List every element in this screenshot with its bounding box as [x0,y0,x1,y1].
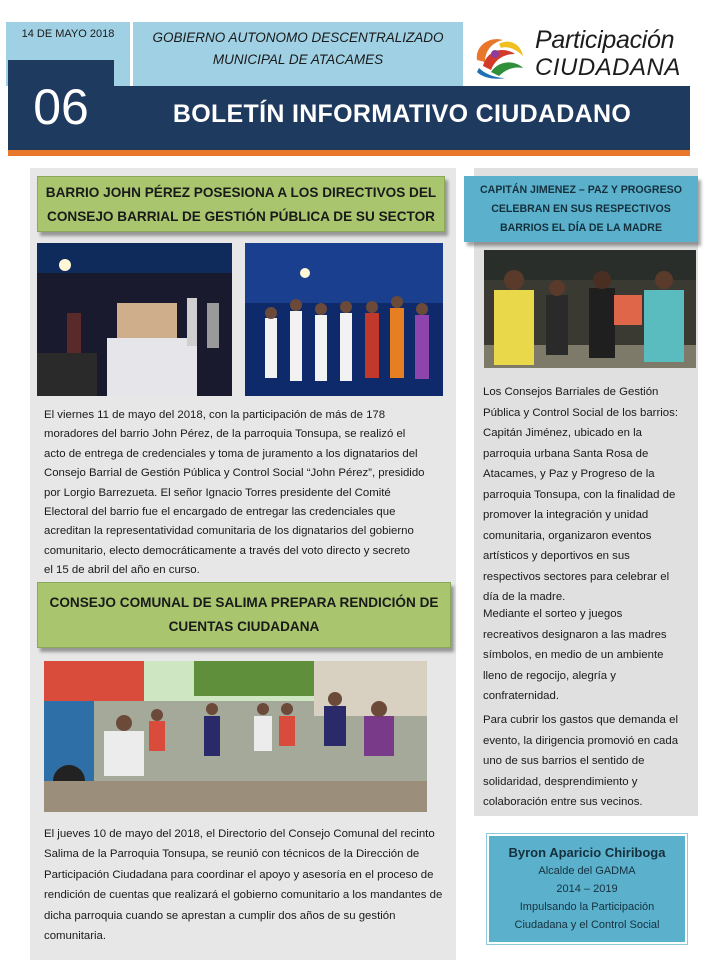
article3-line: evento, la dirigencia promovió en cada [483,734,679,747]
article2-line: dicha parroquia cuando se aprestan a cumplir dos años de su gestión [44,909,396,922]
article1-line: Consejo Barrial de Gestión Pública y Control Social “John Pérez”, presidido [44,467,425,480]
article1-headline-line1: BARRIO JOHN PÉREZ POSESIONA A LOS DIRECTIVOS DEL [45,185,437,200]
article2-line: rendición de cuentas que realizará el gobierno comunitario a los mandantes de [44,889,443,902]
article1-photo-left [37,243,232,396]
article2-headline-line2: CUENTAS CIUDADANA [168,619,320,634]
article1-line: Electoral del barrio fue el encargado de entregar las credenciales que [44,506,396,519]
article3-line: símbolos, en medio de un ambiente [483,649,664,661]
article2-body [44,824,446,946]
article2-line: Salima de la Parroquia Tonsupa, se reunió con técnicos de la Dirección de [44,848,420,861]
logo-people-icon [469,30,527,82]
article1-line: acto de entrega de credenciales y toma de juramento a los dignatarios del [44,447,418,460]
article3-line: lleno de regocijo, alegría y [483,669,616,682]
article1-line: acreditan la representatividad comunitaria de los dignatarios del gobierno [44,525,414,538]
logo-text-participacion: Participación [535,26,675,54]
article1-line: por Lorgio Barrezueta. El señor Ignacio Torres presidente del Comité [44,486,391,499]
article3-line: comunitaria, organizaron eventos [483,529,652,542]
header-divider [8,150,690,156]
mayor-role: Alcalde del GADMA [538,865,636,877]
bulletin-title-bar [114,86,690,150]
article3-para1 [483,382,691,608]
mayor-name: Byron Aparicio Chiriboga [508,845,666,860]
article3-line: respectivos sectores para celebrar el [483,570,670,583]
article1-line: el 15 de abril del año en curso. [44,564,200,577]
article3-headline-line3: BARRIOS EL DÍA DE LA MADRE [499,222,663,234]
article3-para2 [483,604,691,707]
article2-line: Participación Ciudadana para coordinar el apoyo y asesoría en el proceso de [44,868,434,881]
article3-line: colaboración entre sus vecinos. [483,796,643,808]
article1-line: El viernes 11 de mayo del 2018, con la participación de más de 178 [44,409,386,421]
mayor-signature-box [487,834,687,944]
article3-headline-line2: CELEBRAN EN SUS RESPECTIVOS [491,203,671,215]
article1-headline-line2: CONSEJO BARRIAL DE GESTIÓN PÚBLICA DE SU SECTOR [47,209,435,224]
article2-photo [44,661,427,812]
motto-line-1: Impulsando la Participación [519,901,655,913]
article3-line: Para cubrir los gastos que demanda el [483,714,679,726]
participacion-ciudadana-logo [463,22,703,86]
article3-line: parroquia Tonsupa, con la finalidad de [483,488,676,501]
article3-headline [464,176,698,242]
gov-line-2: MUNICIPAL DE ATACAMES [212,52,384,67]
article3-line: Mediante el sorteo y juegos [483,608,623,620]
article3-line: uno de sus barrios el sentido de [483,755,645,767]
article3-para3 [483,710,691,813]
article3-headline-line1: CAPITÁN JIMENEZ – PAZ Y PROGRESO [480,184,682,196]
article1-line: moradores del barrio John Pérez, de la parroquia Tonsupa, se realizó el [44,428,406,441]
article3-line: solidaridad, desprendimiento y [483,775,638,788]
bulletin-title: BOLETÍN INFORMATIVO CIUDADANO [172,100,632,128]
issue-date: 14 DE MAYO 2018 [21,28,115,40]
article3-line: artísticos y deportivos en sus [483,550,630,562]
article3-line: Capitán Jiménez, ubicado en la [483,427,642,439]
motto-line-2: Ciudadana y el Control Social [514,919,660,931]
article2-line: El jueves 10 de mayo del 2018, el Directorio del Consejo Comunal del recinto [44,828,435,840]
article2-headline [37,582,451,648]
article3-line: parroquia urbana Santa Rosa de [483,447,649,460]
logo-text-ciudadana: CIUDADANA [535,54,681,81]
issue-number: 06 [33,79,89,135]
article3-line: promover la integración y unidad [483,509,649,521]
issue-number-box [8,60,114,150]
article1-headline [37,176,445,232]
article1-line: comunitario, electo democráticamente a través del voto directo y secreto [44,544,410,557]
article1-photo-right [245,243,443,396]
article1-body [44,406,446,581]
mayor-term: 2014 – 2019 [556,883,618,895]
article2-headline-line1: CONSEJO COMUNAL DE SALIMA PREPARA RENDICIÓN DE [49,595,439,610]
gov-line-1: GOBIERNO AUTONOMO DESCENTRALIZADO [152,30,444,45]
article3-line: recreativos designaron a las madres [483,628,667,641]
article2-line: comunitaria. [44,930,107,943]
article3-line: día de la madre. [483,591,566,603]
article3-line: Atacames, y Paz y Progreso de la [483,468,655,480]
article3-line: Los Consejos Barriales de Gestión [483,386,659,398]
article3-photo [484,250,696,368]
article3-line: confraternidad. [483,690,559,702]
article3-line: Pública y Control Social de los barrios: [483,406,678,419]
government-box [133,22,463,86]
